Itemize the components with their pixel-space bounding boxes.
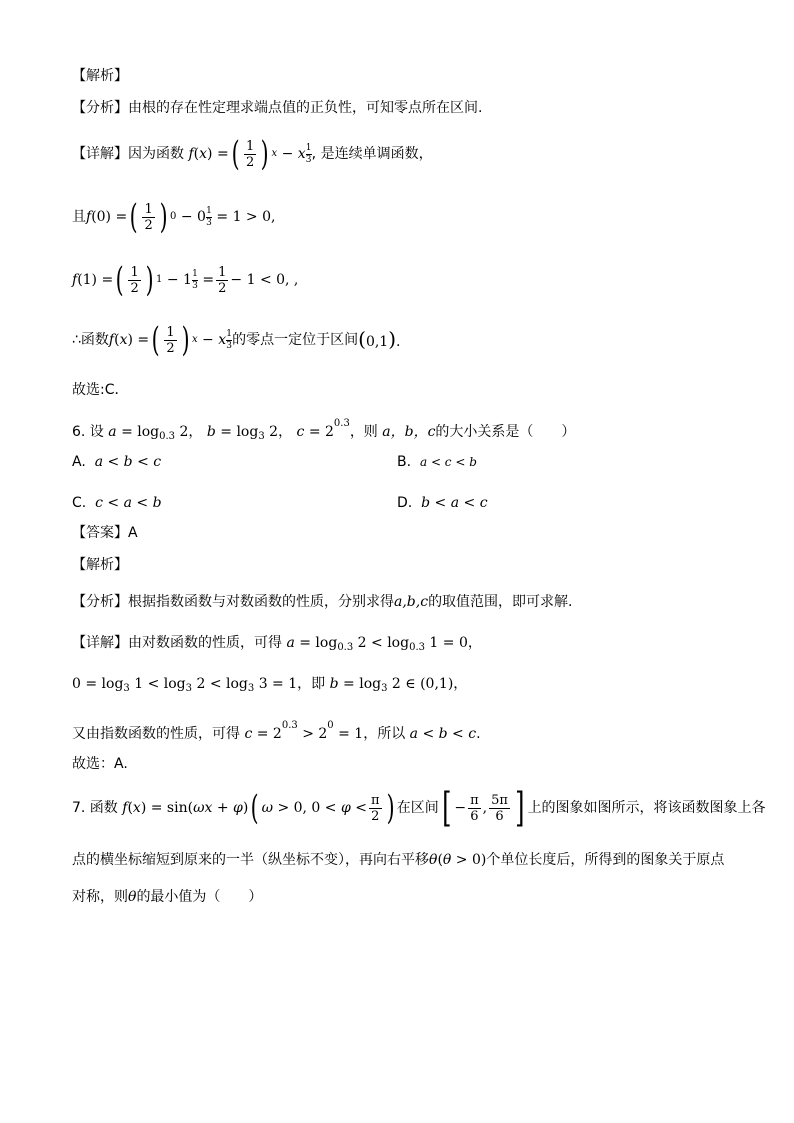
q6-a: $a = \log_{0.3} 2$ [108, 424, 189, 442]
detail-tag: 【详解】 [72, 146, 128, 162]
formula-f0: f(0) = [86, 209, 128, 225]
answer-tag-line [72, 524, 138, 542]
jiexi-label-2: 【解析】 [72, 557, 128, 573]
detail-line-2b: $0 = \log_3 1 < \log_3 2 < \log_3 3 = 1$，即 $b = \log_3 2$ ∈ (0,1)， [72, 676, 468, 694]
option-a[interactable]: A. a < b < c [72, 454, 162, 470]
answer-tag: 【答案】A [72, 525, 138, 541]
analysis-line-1 [72, 99, 482, 117]
q6-end: 的大小关系是（ ） [435, 424, 576, 440]
jiexi-tag-1 [72, 67, 128, 85]
detail-line-2c: 又由指数函数的性质，可得 $c = 2^{0.3} > 2^0 = 1$，所以 a < b < c. [72, 720, 481, 742]
question-7-line-3: 对称，则θ的最小值为（ ） [72, 889, 263, 905]
answer-line-2: 故选：A. [72, 756, 128, 772]
formula-log-03: $a = \log_{0.3} 2 < \log_{0.3} 1 = 0$ [286, 635, 468, 653]
answer-line-1 [72, 381, 129, 399]
conclusion-post: 的零点一定位于区间 [232, 332, 359, 348]
analysis-tag: 【分析】 [72, 100, 128, 116]
formula-theta: θ(θ > 0) [429, 852, 487, 868]
line-conclusion: ∴函数 f(x) = ( $\frac{1}{2}$ ) x − x 1 3 的零点一定位于区间 (0,1). [72, 320, 401, 360]
jiexi-label: 【解析】 [72, 68, 128, 84]
detail-line-2: 【详解】由对数函数的性质，可得 $a = \log_{0.3} 2 < \log_{0.3} 1 = 0$， [72, 635, 482, 653]
formula-fx-2: f(x) = [108, 332, 150, 348]
analysis-line-2: 【分析】根据指数函数与对数函数的性质，分别求得a,b,c的取值范围，即可求解. [72, 594, 573, 610]
answer-1: 故选:C． [72, 382, 129, 398]
option-b[interactable]: B. a < c < b [397, 454, 477, 470]
question-7-line-2: 点的横坐标缩短到原来的一半（纵坐标不变），再向右平移θ(θ > 0)个单位长度后，所得到的图象关于原点 [72, 852, 725, 868]
line-f0: 且 f(0) = ( $\frac{1}{2}$ ) 0 − 0 1 3 = 1 > 0, [72, 197, 276, 237]
q6-c: $c = 2^{0.3}$ [296, 418, 350, 440]
question-7-line-1: 7. 函数 f(x) = sin(ωx + φ) ( ω > 0, 0 < φ < $\frac{\pi}{2}$ ) 在区间 [ − $\frac{\pi}{6}$ , $\frac{5\pi}{6}$ ] 上的图象如图所示，将该函数图象上各 [72, 785, 766, 831]
interval-0-1: (0,1). [358, 326, 401, 351]
line-f1: f(1) = ( $\frac{1}{2}$ ) 1 − 1 1 3 = $\frac{1}{2}$ − 1 < 0, , [72, 260, 299, 300]
analysis-text: 由根的存在性定理求端点值的正负性，可知零点所在区间. [128, 100, 483, 116]
option-d[interactable]: D. b < a < c [397, 495, 488, 511]
detail-pre: 因为函数 [128, 146, 184, 162]
conclusion-pre: ∴函数 [72, 332, 109, 348]
detail-line-1: 【详解】 因为函数 f(x) = ( $\frac{1}{2}$ ) x − x 1 3 , 是连续单调函数， [72, 134, 433, 174]
q6-vars: a，b，c [382, 424, 436, 440]
formula-f1: f(1) = [72, 272, 114, 288]
jiexi-tag-2 [72, 556, 128, 574]
q6-b: $b = \log_3 2$ [206, 424, 279, 442]
formula-sin: f(x) = sin(ωx + φ) [117, 800, 249, 816]
formula-log-3: $0 = \log_3 1 < \log_3 2 < \log_3 3 = 1$ [72, 676, 298, 694]
detail-post: , 是连续单调函数， [311, 146, 433, 162]
formula-c-range: $c = 2^{0.3} > 2^0 = 1$ [244, 720, 364, 742]
line-f0-pre: 且 [72, 209, 86, 225]
question-6: 6. 设 $a = \log_{0.3} 2$， $b = \log_3 2$， $c = 2^{0.3}$，则 a，b，c的大小关系是（ ） [72, 418, 576, 442]
formula-b-range: $b = \log_3 2$ ∈ (0,1) [329, 676, 454, 694]
formula-order: a < b < c [409, 726, 477, 742]
option-c[interactable]: C. c < a < b [72, 495, 162, 511]
formula-fx-1: f(x) = [184, 146, 229, 162]
q6-number: 6. 设 [72, 424, 104, 440]
